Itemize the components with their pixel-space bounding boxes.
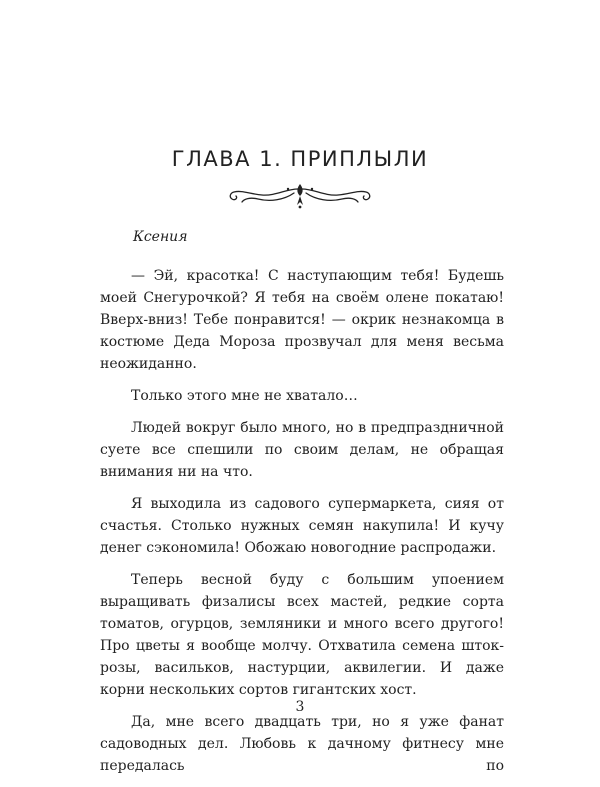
paragraph: Теперь весной буду с большим упоением выращивать физалисы всех мастей, редкие сорта томатов, огурцов, земляники и много всего другого! Про цветы я вообще молчу. Отхватила семена шток-розы, васильков, настурции, аквилегии. И даже корни нескольких сортов гигантских хост. — [100, 572, 504, 698]
page-number: 3 — [295, 699, 305, 715]
paragraph: — Эй, красотка! С наступающим тебя! Будешь моей Снегурочкой? Я тебя на своём олене покатаю! Вверх-вниз! Тебе понравится! — окрик незнакомца в костюме Деда Мороза прозвучал для меня весьма неожиданно. — [100, 268, 504, 372]
chapter-title: ГЛАВА 1. ПРИПЛЫЛИ — [171, 147, 429, 171]
ornament-flourish-icon — [228, 180, 372, 210]
paragraph: Только этого мне не хватало… — [131, 388, 358, 404]
pov-character-name: Ксения — [133, 229, 188, 245]
paragraph: Людей вокруг было много, но в предпраздничной суете все спешили по своим делам, не обращая внимания ни на что. — [100, 420, 504, 480]
paragraph: Да, мне всего двадцать три, но я уже фанат садоводных дел. Любовь к дачному фитнесу мне передалась по — [100, 714, 504, 774]
paragraph: Я выходила из садового супермаркета, сияя от счастья. Столько нужных семян накупила! И кучу денег сэкономила! Обожаю новогодние распродажи. — [100, 496, 504, 556]
